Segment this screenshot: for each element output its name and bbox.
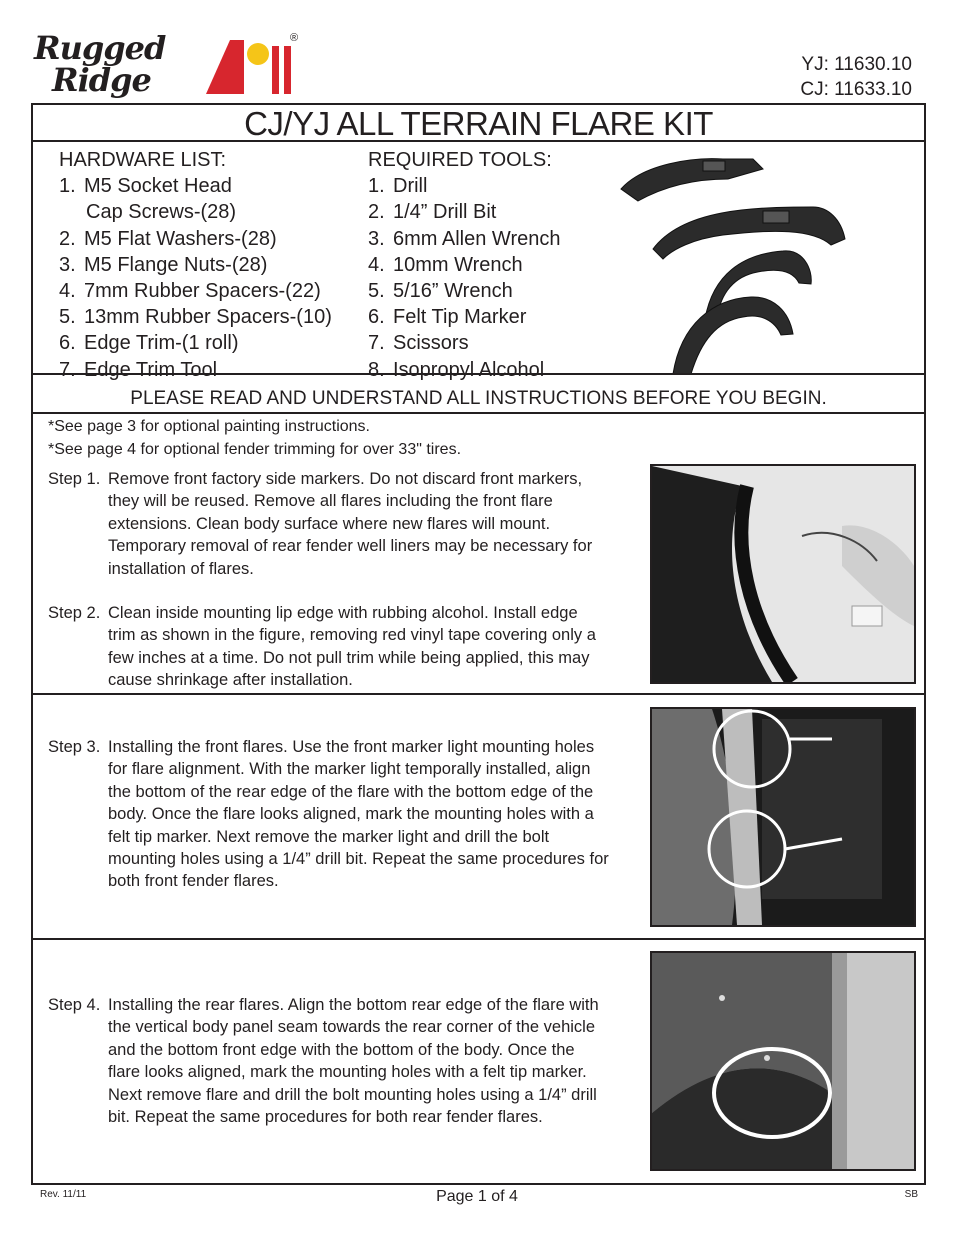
notes (48, 416, 461, 461)
list-item: 5. 13mm Rubber Spacers-(10) (59, 306, 332, 329)
instruction-frame (31, 103, 926, 1185)
tools-heading: REQUIRED TOOLS: (368, 149, 552, 171)
step-label: Step 4. (48, 996, 101, 1014)
read-instructions-notice: PLEASE READ AND UNDERSTAND ALL INSTRUCTIONS BEFORE YOU BEGIN. (130, 388, 827, 409)
fender-flares-image (613, 149, 853, 381)
edge-trim-photo (650, 464, 916, 684)
logo-word-rugged: Rugged (34, 29, 166, 67)
list-item: 8. Isopropyl Alcohol (368, 358, 545, 381)
list-item: 2. M5 Flat Washers-(28) (59, 227, 277, 250)
list-item: 4. 7mm Rubber Spacers-(22) (59, 280, 321, 303)
logo-word-ridge: Ridge (52, 61, 151, 99)
tools-list (368, 147, 560, 383)
step-3: Step 3. Installing the front flares. Use the front marker light mounting holes for flare alignment. With the marker light temporally installed, align the bottom of the rear edge of the flare with the bottom edge of the body. Once the flare looks aligned, mark the mounting holes with a felt tip marker. Next remove the marker light and drill the bolt mounting holes using a 1/4” drill bit. Repeat the same procedures for both front fender flares. (48, 738, 609, 891)
part-numbers (800, 52, 912, 102)
step-4: Step 4. Installing the rear flares. Align the bottom rear edge of the flare with the vertical body panel seam towards the rear corner of the vehicle and the bottom front edge with the bottom of the body. Once the flare looks aligned, mark the mounting holes with a felt tip marker. Next remove flare and drill the bolt mounting holes using a 1/4” drill bit. Repeat the same procedures for both rear fender flares. (48, 996, 599, 1127)
front-flare-photo (650, 707, 916, 927)
rugged-ridge-logo (32, 30, 302, 102)
list-item: 1. M5 Socket Head (59, 175, 232, 198)
list-item: 3. M5 Flange Nuts-(28) (59, 253, 268, 276)
author-initials: SB (904, 1189, 918, 1200)
hardware-list (59, 147, 332, 383)
list-item: 3. 6mm Allen Wrench (368, 227, 561, 250)
note-painting: *See page 3 for optional painting instructions. (48, 418, 370, 435)
list-item: 4. 10mm Wrench (368, 253, 523, 276)
note-trimming: *See page 4 for optional fender trimming for over 33" tires. (48, 440, 462, 458)
list-item: 6. Felt Tip Marker (368, 306, 527, 329)
hardware-heading: HARDWARE LIST: (59, 149, 227, 171)
list-item: 1. Drill (368, 175, 428, 198)
part-number-yj: YJ: 11630.10 (801, 54, 912, 75)
step-2: Step 2. Clean inside mounting lip edge with rubbing alcohol. Install edge trim as shown in the figure, removing red vinyl tape covering only a few inches at a time. Do not pull trim while being applied, this may cause shrinkage after installation. (48, 604, 596, 690)
list-item: 7. Edge Trim Tool (59, 358, 218, 381)
rear-flare-photo (650, 951, 916, 1171)
step-label: Step 1. (48, 470, 101, 488)
step-1: Step 1. Remove front factory side markers. Do not discard front markers, they will be reused. Remove all flares including the front flare extensions. Clean body surface where new flares will mount. Temporary removal of rear fender well liners may be necessary for installation of flares. (48, 470, 593, 578)
registered-mark: ® (290, 32, 299, 44)
logo-mark-icon (200, 36, 294, 96)
step-label: Step 2. (48, 604, 101, 622)
list-item: 2. 1/4” Drill Bit (368, 201, 497, 224)
page-title: CJ/YJ ALL TERRAIN FLARE KIT (33, 105, 924, 142)
page-number: Page 1 of 4 (436, 1188, 518, 1205)
list-item: 7. Scissors (368, 332, 469, 355)
list-item: Cap Screws-(28) (86, 201, 237, 224)
list-item: 5. 5/16” Wrench (368, 280, 513, 303)
part-number-cj: CJ: 11633.10 (800, 79, 912, 100)
step-label: Step 3. (48, 738, 101, 756)
list-item: 6. Edge Trim-(1 roll) (59, 332, 239, 355)
revision-label: Rev. 11/11 (40, 1189, 87, 1200)
